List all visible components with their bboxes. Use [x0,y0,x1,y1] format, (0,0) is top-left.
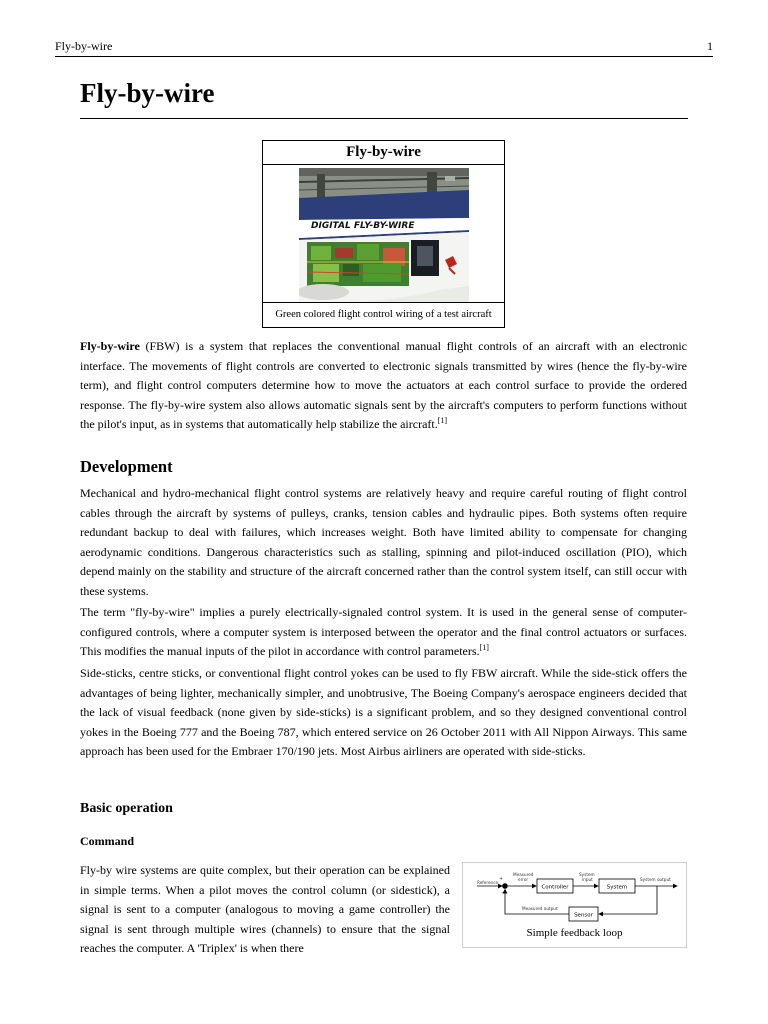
development-reference[interactable]: [1] [479,643,489,652]
infobox-caption: Green colored flight control wiring of a test aircraft [263,302,504,327]
label-measured-error-2: error [518,877,529,882]
article-title: Fly-by-wire [80,78,688,119]
sensor-label: Sensor [574,912,593,919]
development-paragraph-1: Mechanical and hydro-mechanical flight control systems are relatively heavy and require careful routing of flight control cables through the aircraft by systems of pulleys, cranks, tension cables and hydraulic pipes. Both systems often require redundant backup to deal with failures, which increases weight. Both have limited ability to compensate for changing aerodynamic conditions. Dangerous characteristics such as stalling, spinning and pilot-induced oscillation (PIO), which depend mainly on the stability and structure of the aircraft concerned rather than the control system itself, can still occur with these systems. [80,486,687,598]
development-paragraph-3: Side-sticks, centre sticks, or conventional flight control yokes can be used to fly FBW aircraft. While the side-stick offers the advantages of being lighter, mechanically simpler, and unobtrusive, The Boeing Company's aerospace engineers decided that the lack of visual feedback (none given by side-sticks) is a significant problem, and so they designed conventional control yokes in the Boeing 777 and the Boeing 787, which entered service on 26 October 2011 with All Nippon Airways. This same approach has been used for the Embraer 170/190 jets. Most Airbus airliners are operated with side-sticks. [80,666,687,758]
photo-lettering: DIGITAL FLY-BY-WIRE [311,221,415,231]
summing-junction [502,883,508,889]
command-paragraph: Fly-by wire systems are quite complex, but their operation can be explained in simple terms. When a pilot moves the control column (or sidestick), a signal is sent to a computer (analogous to moving a game controller) the signal is sent through multiple wires (channels) to ensure that the signal reaches the computer. A 'Triplex' is when there [80,863,450,955]
running-header [55,38,713,57]
intro-lead-term: Fly-by-wire [80,339,140,353]
subsection-heading-command: Command [80,834,135,848]
controller-label: Controller [541,884,569,891]
page-number: 1 [707,39,713,53]
label-reference: Reference [477,880,499,885]
label-measured-output: Measured output [522,906,558,911]
feedback-loop-figure [462,862,687,948]
section-heading-basic-operation: Basic operation [80,801,173,816]
infobox [262,140,505,328]
label-system-input-1: System [579,872,595,877]
label-system-input-2: input [582,877,593,882]
development-paragraph-2 [80,603,687,662]
aircraft-wiring-photo [299,168,469,302]
section-heading-development: Development [80,457,173,476]
system-label: System [606,884,628,891]
infobox-title: Fly-by-wire [263,141,504,165]
feedback-loop-diagram [469,867,681,925]
label-plus: + [499,876,504,882]
figure-caption: Simple feedback loop [526,927,623,939]
running-title: Fly-by-wire [55,39,113,53]
aircraft-photo-illustration [299,168,469,302]
label-system-output: System output [640,877,671,882]
intro-paragraph [80,337,687,435]
label-measured-error-1: Measured [513,872,534,877]
development-paragraph-2-text: The term "fly-by-wire" implies a purely electrically-signaled control system. It is used in the general sense of computer-configured controls, where a computer system is interposed between the operator and the final control actuators or surfaces. This modifies the manual inputs of the pilot in accordance with control parameters. [80,605,687,658]
intro-text: (FBW) is a system that replaces the conventional manual flight controls of an aircraft with an electronic interface. The movements of flight controls are converted to electronic signals transmitted by wires (hence the fly-by-wire term), and flight control computers determine how to move the actuators at each control surface to provide the ordered response. The fly-by-wire system also allows automatic signals sent by the aircraft's computers to perform functions without the pilot's input, as in systems that automatically help stabilize the aircraft. [80,339,687,431]
label-minus: − [501,890,506,896]
intro-reference[interactable]: [1] [437,416,448,425]
